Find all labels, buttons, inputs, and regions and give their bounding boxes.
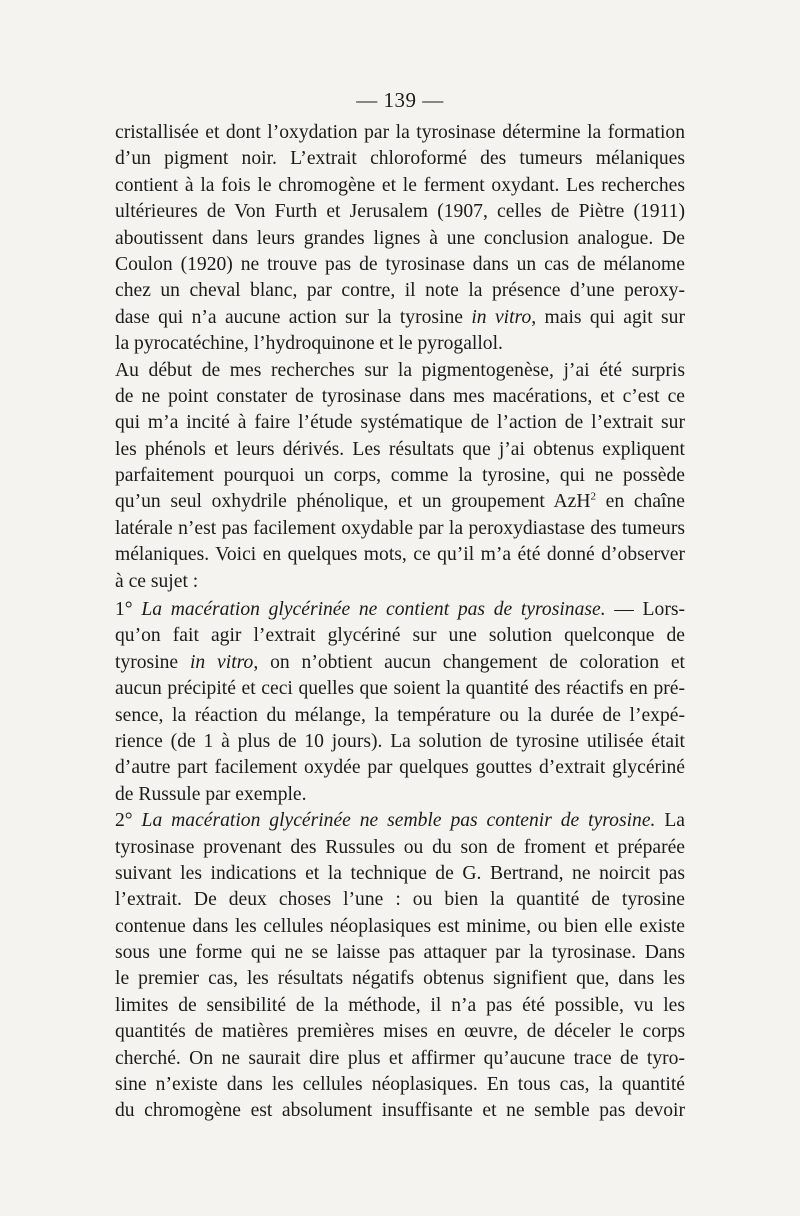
text-line: la pyrocatéchine, l’hydroquinone et le pyrogallol. bbox=[115, 333, 503, 355]
text-line: du chromogène est absolument insuffisante et ne semble pas devoir bbox=[115, 1100, 685, 1122]
text-line: le premier cas, les résultats négatifs obtenus signifient que, dans les bbox=[115, 968, 685, 990]
text-line: tyrosinase provenant des Russules ou du son de froment et préparée bbox=[115, 836, 685, 858]
text-line: ultérieures de Von Furth et Jerusalem (1907, celles de Piètre (1911) bbox=[115, 201, 685, 223]
paragraph-1 bbox=[115, 120, 685, 358]
text-line: les phénols et leurs dérivés. Les résultats que j’ai obtenus expliquent bbox=[115, 438, 685, 460]
text-line: de Russule par exemple. bbox=[115, 783, 307, 805]
text-fragment: — Lors- bbox=[605, 599, 685, 620]
text-line: suivant les indications et la technique de G. Bertrand, ne noircit pas bbox=[115, 862, 685, 884]
paragraph-3 bbox=[115, 597, 685, 808]
page-number: — 139 — bbox=[356, 88, 444, 112]
text-line: qu’on fait agir l’extrait glycériné sur une solution quelconque de bbox=[115, 625, 685, 647]
text-block-bottom bbox=[115, 597, 685, 1125]
text-line: tyrosine in vitro, on n’obtient aucun changement de coloration et bbox=[115, 651, 685, 673]
text-line: rience (de 1 à plus de 10 jours). La solution de tyrosine utilisée était bbox=[115, 730, 685, 752]
italic-text: in vitro bbox=[471, 306, 532, 328]
superscript: 2 bbox=[590, 490, 596, 503]
item-heading: La macération glycérinée ne contient pas de tyrosinase. bbox=[141, 599, 606, 620]
text-line: cristallisée et dont l’oxydation par la tyrosinase détermine la formation bbox=[115, 122, 685, 143]
italic-text: in vitro bbox=[189, 651, 254, 673]
item-number: 1° bbox=[115, 599, 133, 620]
text-line: sence, la réaction du mélange, la température ou la durée de l’expé- bbox=[115, 704, 685, 726]
text-line: à ce sujet : bbox=[115, 570, 199, 592]
paragraph-2 bbox=[115, 358, 685, 596]
text-line: Au début de mes recherches sur la pigmentogenèse, j’ai été surpris bbox=[115, 359, 685, 381]
text-line: limites de sensibilité de la méthode, il n’a pas été possible, vu les bbox=[115, 994, 685, 1016]
text-line: d’autre part facilement oxydée par quelques gouttes d’extrait glycériné bbox=[115, 757, 685, 779]
text-line: sous une forme qui ne se laisse pas attaquer par la tyrosinase. Dans bbox=[115, 942, 685, 964]
text-line: d’un pigment noir. L’extrait chloroformé des tumeurs mélaniques bbox=[115, 148, 685, 170]
text-line: latérale n’est pas facilement oxydable par la peroxydiastase des tumeurs bbox=[115, 517, 685, 539]
text-line: mélaniques. Voici en quelques mots, ce qu’il m’a été donné d’observer bbox=[115, 544, 685, 566]
text-line: contient à la fois le chromogène et le ferment oxydant. Les recherches bbox=[115, 174, 685, 196]
text-line: qui m’a incité à faire l’étude systématique de l’action de l’extrait sur bbox=[115, 412, 685, 434]
item-heading: La macération glycérinée ne semble pas contenir de tyrosine. bbox=[141, 810, 656, 832]
text-line: l’extrait. De deux choses l’une : ou bien la quantité de tyrosine bbox=[115, 889, 685, 911]
text-fragment: La bbox=[655, 810, 685, 832]
numbered-heading-line bbox=[115, 597, 685, 623]
text-line: chez un cheval blanc, par contre, il note la présence d’une peroxy- bbox=[115, 280, 685, 302]
text-line: aboutissent dans leurs grandes lignes à une conclusion analogue. De bbox=[115, 227, 685, 249]
text-line: qu’un seul oxhydrile phénolique, et un groupement AzH$^2$ en chaîne bbox=[115, 490, 685, 513]
item-number: 2° bbox=[115, 810, 133, 832]
text-line: contenue dans les cellules néoplasiques est minime, ou bien elle existe bbox=[115, 915, 685, 937]
text-line: cherché. On ne saurait dire plus et affirmer qu’aucune trace de tyro- bbox=[115, 1047, 685, 1069]
text-line: de ne point constater de tyrosinase dans mes macérations, et c’est ce bbox=[115, 385, 685, 407]
numbered-heading-line bbox=[115, 808, 685, 834]
paragraph-4 bbox=[115, 808, 685, 1125]
text-line: aucun précipité et ceci quelles que soient la quantité des réactifs en pré- bbox=[115, 678, 685, 700]
text-block-top bbox=[115, 120, 685, 595]
text-line: sine n’existe dans les cellules néoplasiques. En tous cas, la quantité bbox=[115, 1074, 685, 1096]
text-line: parfaitement pourquoi un corps, comme la tyrosine, qui ne possède bbox=[115, 465, 685, 487]
text-line: dase qui n’a aucune action sur la tyrosine in vitro, mais qui agit sur bbox=[115, 306, 685, 328]
text-line: quantités de matières premières mises en œuvre, de déceler le corps bbox=[115, 1021, 685, 1043]
text-line: Coulon (1920) ne trouve pas de tyrosinase dans un cas de mélanome bbox=[115, 253, 685, 275]
